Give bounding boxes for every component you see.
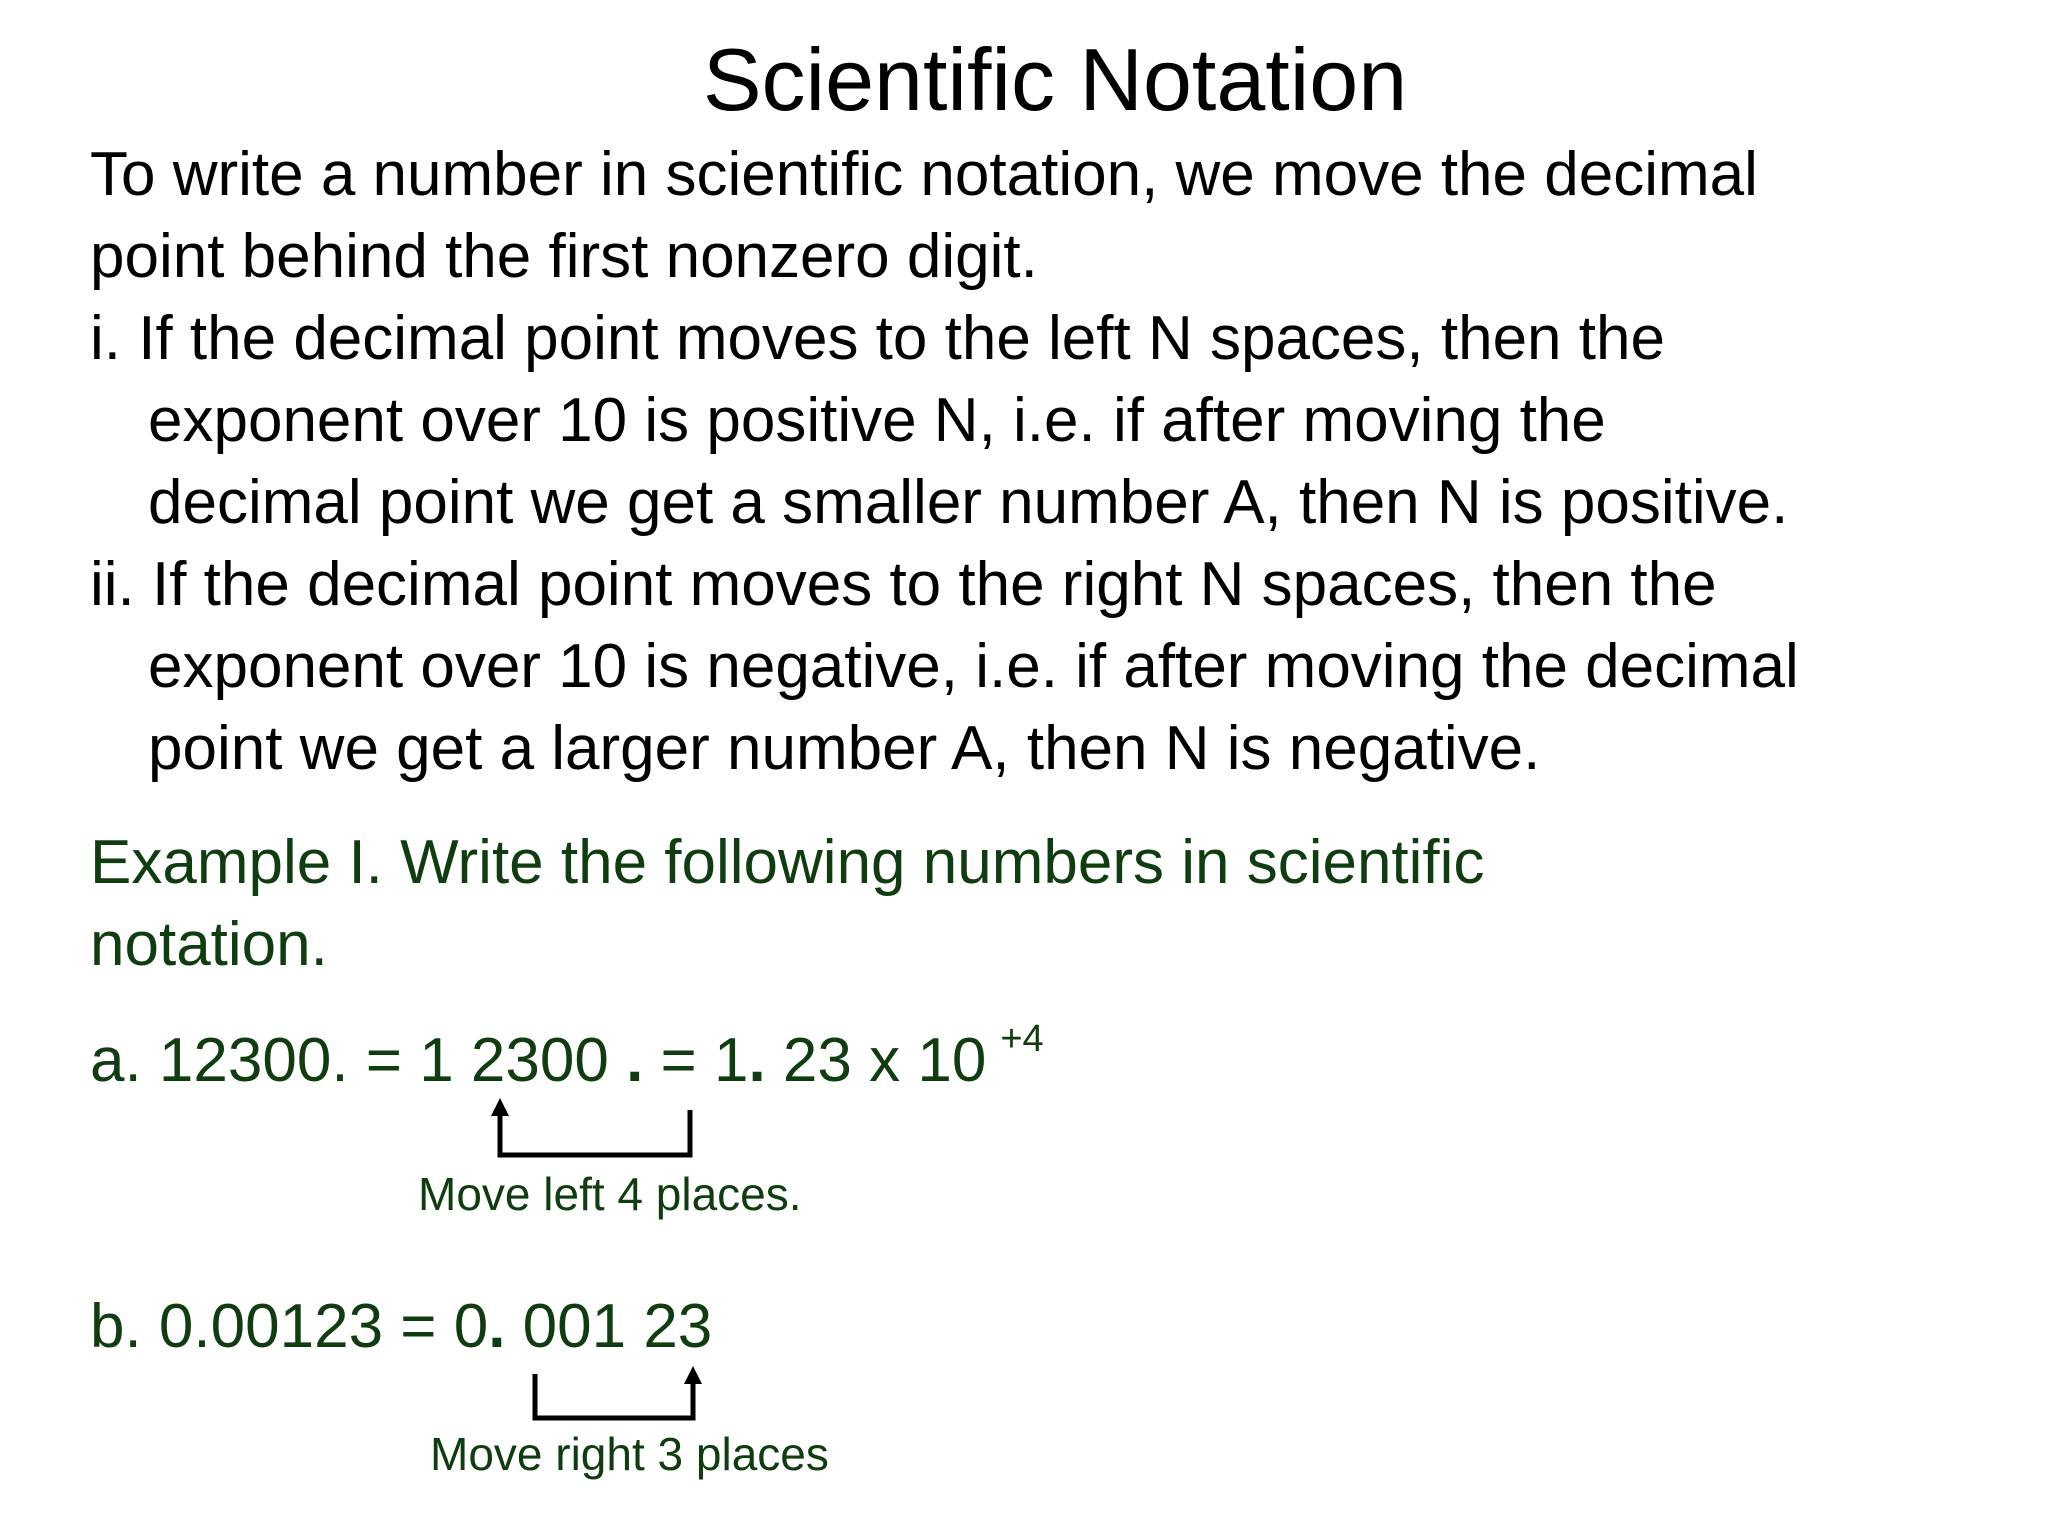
example-b-dot: .	[488, 1292, 506, 1361]
example-a-caption: Move left 4 places.	[418, 1168, 802, 1220]
rule-ii-line-1: ii. If the decimal point moves to the right N spaces, then the	[90, 550, 1717, 619]
example-a-tail: 23 x 10	[765, 1026, 987, 1095]
intro-line-2: point behind the first nonzero digit.	[90, 222, 1038, 291]
intro-line-1: To write a number in scientific notation, we move the decimal	[90, 140, 1758, 209]
example-a-mid: = 1	[643, 1026, 749, 1095]
example-b-equation	[90, 1286, 712, 1368]
rule-i-line-1: i. If the decimal point moves to the left N spaces, then the	[90, 304, 1665, 373]
example-b-tail: 001 23	[505, 1292, 713, 1361]
example-a-dot-new: .	[748, 1026, 766, 1095]
example-a-exponent: +4	[1000, 1018, 1044, 1060]
rule-ii-line-2: exponent over 10 is negative, i.e. if after moving the decimal	[148, 632, 1799, 701]
example-b-caption: Move right 3 places	[430, 1428, 829, 1480]
example-b-move-right-arrow	[535, 1366, 702, 1418]
example-heading-line-1: Example I. Write the following numbers in scientific	[90, 828, 1485, 897]
example-b-lead: b. 0.00123 = 0	[90, 1292, 489, 1361]
rule-i-line-3: decimal point we get a smaller number A, then N is positive.	[148, 468, 1789, 537]
rule-ii-line-3: point we get a larger number A, then N is negative.	[148, 714, 1541, 783]
rule-i-line-2: exponent over 10 is positive N, i.e. if after moving the	[148, 386, 1606, 455]
example-a-dot-original: .	[626, 1026, 644, 1095]
example-a-lead: a. 12300. = 1 2300	[90, 1026, 627, 1095]
slide-title: Scientific Notation	[702, 30, 1408, 129]
example-a-equation	[90, 1020, 1044, 1110]
example-heading-line-2: notation.	[90, 910, 328, 979]
